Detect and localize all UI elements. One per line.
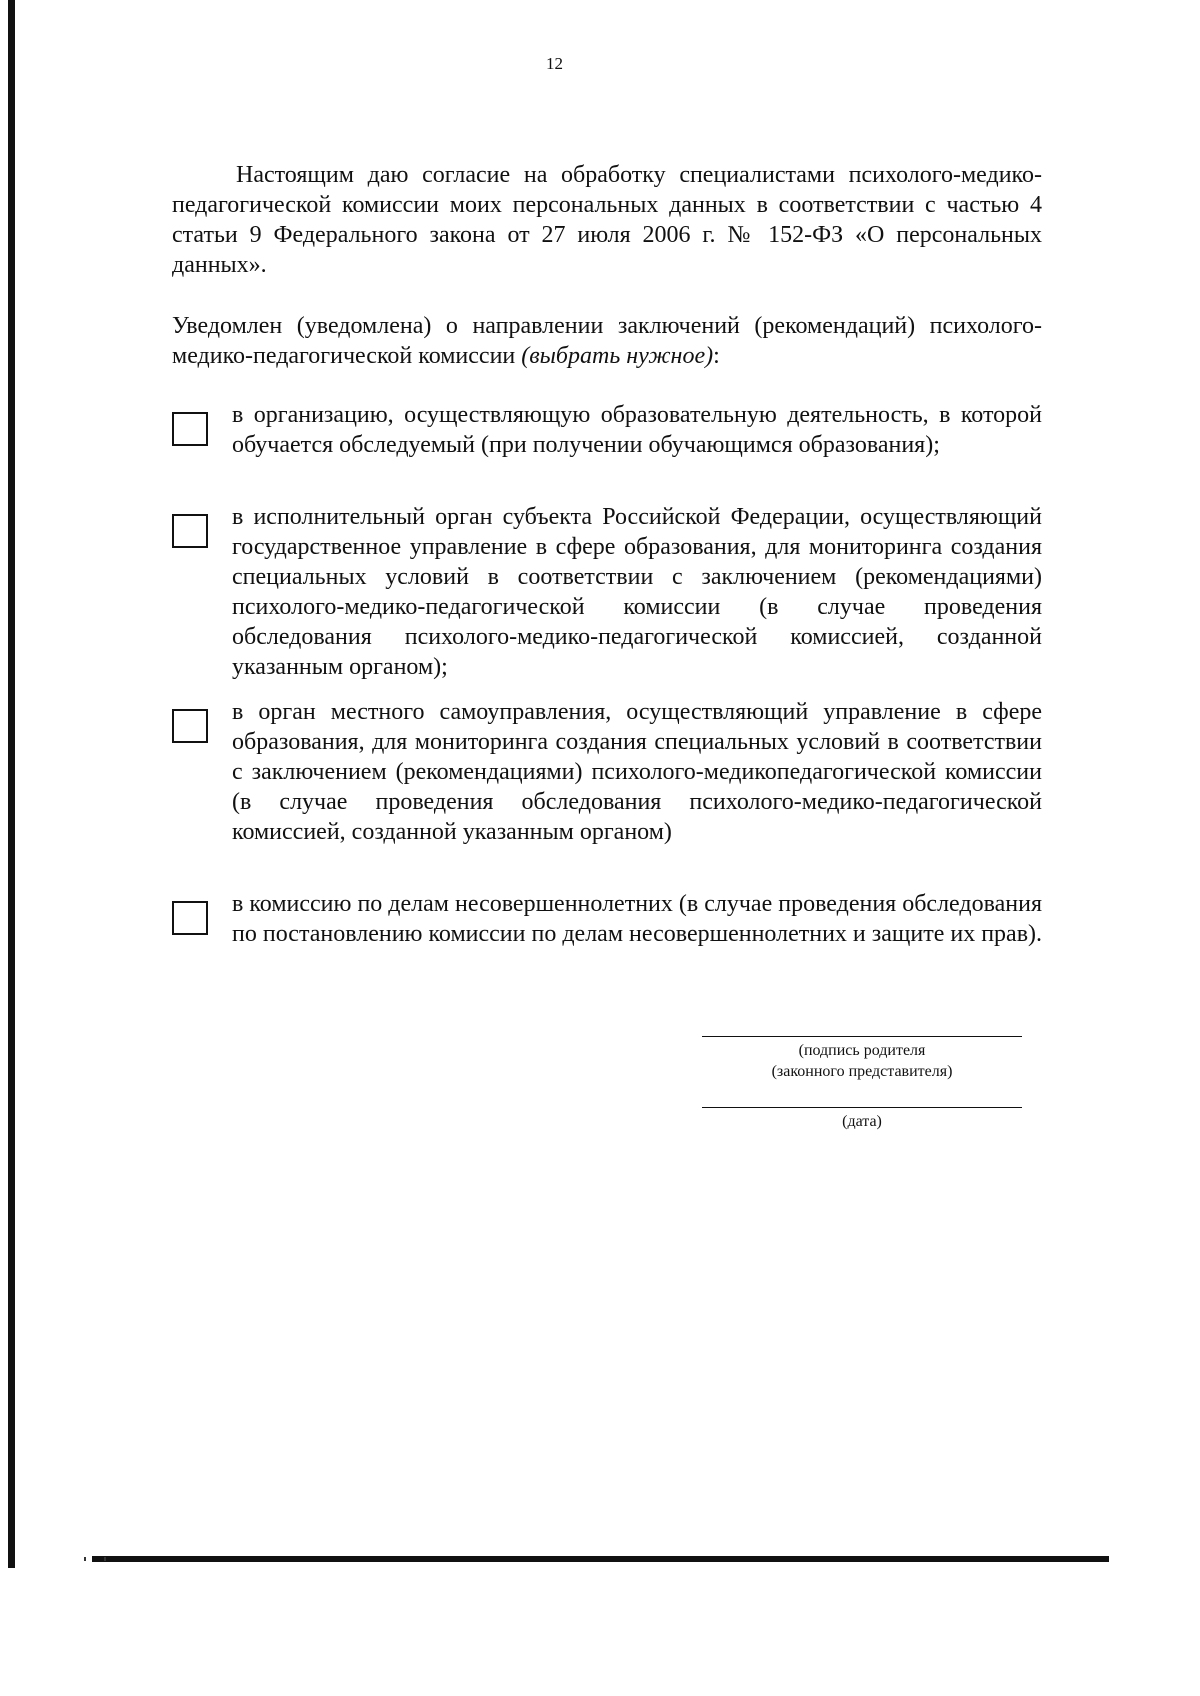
consent-paragraph: Настоящим даю согласие на обработку специалистами психолого-медико-педагогической комиссии моих персональных данных в соответствии с частью 4 статьи 9 Федерального закона от 27 июля 2006 г. № 152-ФЗ «О персональных данных».: [172, 162, 1042, 278]
scan-left-edge: [8, 0, 15, 1568]
notified-paragraph: [172, 311, 1042, 371]
scan-specks: [84, 1557, 106, 1561]
option-checkbox[interactable]: [172, 709, 208, 743]
option-checkbox[interactable]: [172, 901, 208, 935]
option-text: в орган местного самоуправления, осуществляющий управление в сфере образования, для мониторинга создания специальных условий в соответствии с заключением (рекомендациями) психолого-медикопедагогической комиссии (в случае проведения обследования психолого-медико-педагогической комиссией, созданной указанным органом): [232, 699, 1042, 845]
notified-text: Уведомлен (уведомлена) о направлении заключений (рекомендаций) психолого-медико-педагогической комиссии: [172, 313, 1042, 369]
option-text: в исполнительный орган субъекта Российской Федерации, осуществляющий государственное управление в сфере образования, для мониторинга создания специальных условий в соответствии с заключением (рекомендациями) психолого-медико-педагогической комиссии (в случае проведения обследования психолого-медико-педагогической комиссией, созданной указанным органом);: [232, 504, 1042, 680]
date-line[interactable]: [702, 1107, 1022, 1108]
notified-hint: (выбрать нужное): [521, 343, 714, 369]
option-text: в комиссию по делам несовершеннолетних (в случае проведения обследования по постановлению комиссии по делам несовершеннолетних и защите их прав).: [232, 891, 1043, 947]
date-caption: (дата): [842, 1113, 882, 1130]
signature-line[interactable]: [702, 1036, 1022, 1037]
signature-caption-line1: (подпись родителя: [798, 1042, 926, 1059]
option-checkbox[interactable]: [172, 514, 208, 548]
date-block: [702, 1107, 1022, 1132]
signature-block: [702, 1036, 1022, 1082]
option-checkbox[interactable]: [172, 412, 208, 446]
notified-suffix: :: [713, 343, 720, 369]
signature-caption-line2: (законного представителя): [771, 1063, 953, 1080]
signature-caption: [702, 1040, 1022, 1082]
option-text: в организацию, осуществляющую образовательную деятельность, в которой обучается обследуемый (при получении обучающимся образования);: [232, 402, 1042, 458]
page-number: 12: [546, 54, 563, 73]
scan-bottom-edge: [92, 1556, 1109, 1562]
